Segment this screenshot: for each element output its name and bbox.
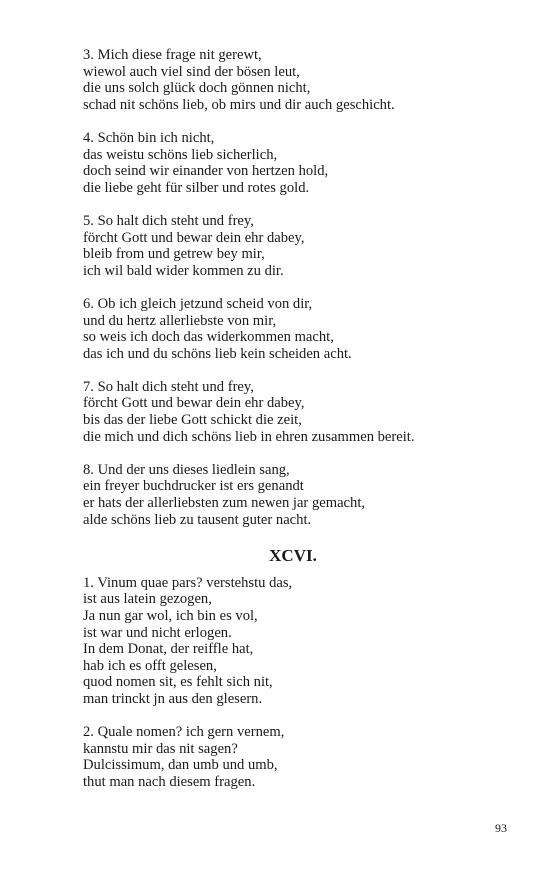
- verse-line: 3. Mich diese frage nit gerewt,: [83, 47, 262, 63]
- verse-line: In dem Donat, der reiffle hat,: [83, 641, 254, 658]
- stanza-6: [83, 296, 503, 362]
- verse-line: 5. So halt dich steht und frey,: [83, 212, 254, 229]
- verse-line: förcht Gott und bewar dein ehr dabey,: [83, 395, 305, 412]
- song-previous: [83, 47, 503, 528]
- stanza-1: [83, 575, 503, 708]
- verse-line: wiewol auch viel sind der bösen leut,: [83, 63, 300, 80]
- stanza-8: [83, 462, 503, 528]
- verse-line: ich wil bald wider kommen zu dir.: [83, 262, 284, 279]
- verse-line: er hats der allerliebsten zum newen jar gemacht,: [83, 495, 366, 512]
- verse-line: die uns solch glück doch gönnen nicht,: [83, 80, 311, 97]
- verse-line: thut man nach diesem fragen.: [83, 773, 256, 790]
- verse-line: Dulcissimum, dan umb und umb,: [83, 757, 278, 774]
- song-heading: XCVI.: [269, 545, 317, 565]
- verse-line: quod nomen sit, es fehlt sich nit,: [83, 674, 273, 691]
- verse-line: 7. So halt dich steht und frey,: [83, 378, 254, 395]
- verse-line: und du hertz allerliebste von mir,: [83, 312, 277, 329]
- verse-line: kannstu mir das nit sagen?: [83, 740, 238, 757]
- verse-line: Ja nun gar wol, ich bin es vol,: [83, 608, 258, 624]
- verse-line: das weistu schöns lieb sicherlich,: [83, 146, 278, 163]
- verse-line: die liebe geht für silber und rotes gold.: [83, 179, 310, 196]
- verse-line: die mich und dich schöns lieb in ehren zusammen bereit.: [83, 428, 415, 445]
- stanza-3: [83, 47, 503, 113]
- verse-line: alde schöns lieb zu tausent guter nacht.: [83, 511, 312, 528]
- verse-line: 2. Quale nomen? ich gern vernem,: [83, 724, 285, 741]
- verse-line: 8. Und der uns dieses liedlein sang,: [83, 461, 290, 478]
- verse-line: ein freyer buchdrucker ist ers genandt: [83, 478, 304, 495]
- verse-line: ist aus latein gezogen,: [83, 591, 212, 608]
- verse-line: man trinckt jn aus den glesern.: [83, 690, 263, 707]
- stanza-2: [83, 724, 503, 790]
- verse-line: das ich und du schöns lieb kein scheiden acht.: [83, 345, 352, 362]
- verse-line: doch seind wir einander von hertzen hold,: [83, 163, 329, 180]
- stanza-4: [83, 130, 503, 196]
- verse-line: förcht Gott und bewar dein ehr dabey,: [83, 229, 305, 246]
- verse-line: bleib from und getrew bey mir,: [83, 246, 265, 263]
- stanza-5: [83, 213, 503, 279]
- verse-line: 4. Schön bin ich nicht,: [83, 129, 215, 146]
- page-body: [83, 47, 503, 807]
- verse-line: hab ich es offt gelesen,: [83, 657, 217, 674]
- verse-line: bis das der liebe Gott schickt die zeit,: [83, 412, 302, 429]
- verse-line: schad nit schöns lieb, ob mirs und dir auch geschicht.: [83, 96, 395, 113]
- verse-line: 6. Ob ich gleich jetzund scheid von dir,: [83, 295, 313, 312]
- page-number: 93: [495, 821, 507, 835]
- verse-line: so weis ich doch das widerkommen macht,: [83, 329, 334, 346]
- stanza-7: [83, 379, 503, 445]
- verse-line: 1. Vinum quae pars? verstehstu das,: [83, 574, 293, 591]
- verse-line: ist war und nicht erlogen.: [83, 624, 232, 641]
- song-xcvi: [83, 575, 503, 791]
